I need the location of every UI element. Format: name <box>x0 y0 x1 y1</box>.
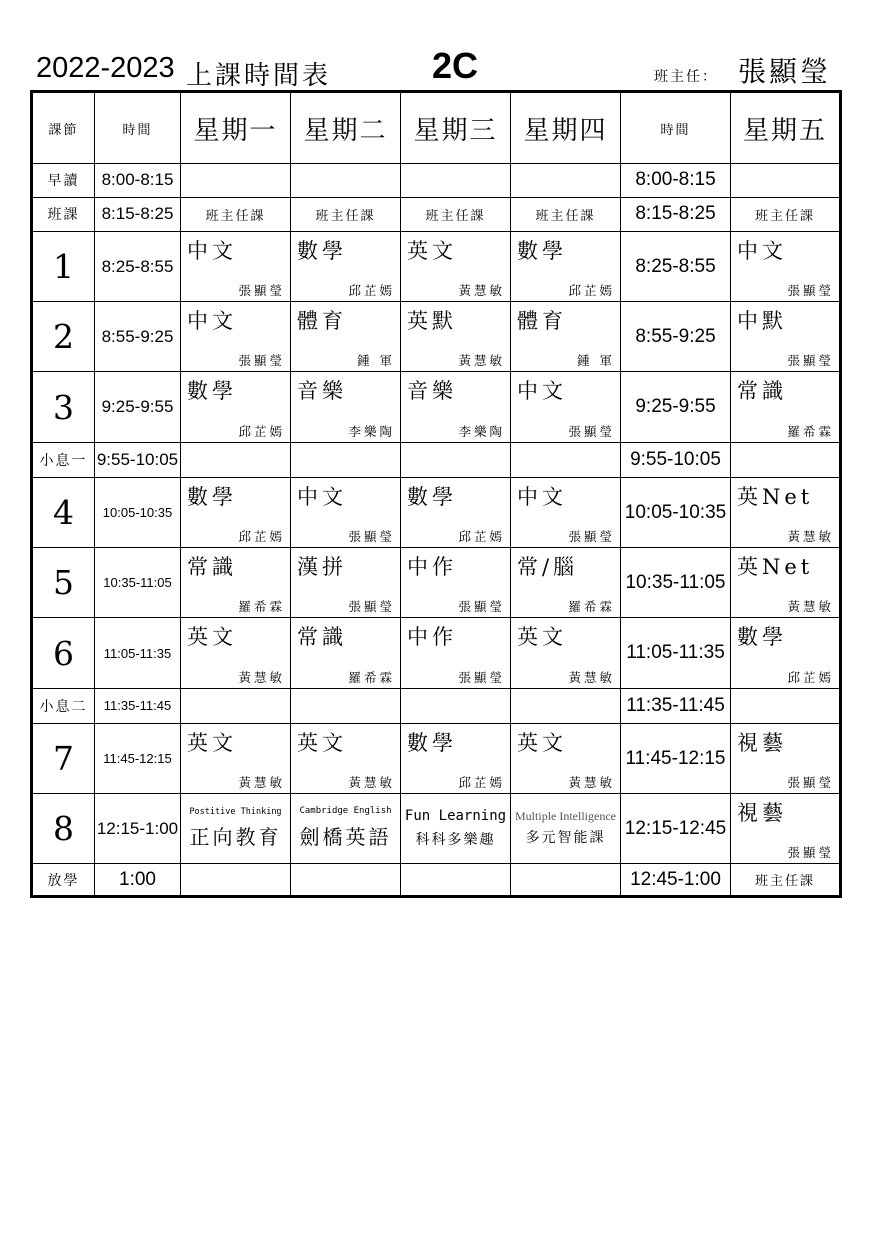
class-teacher-session: 班主任課 <box>731 864 841 897</box>
lesson-cell <box>291 302 401 372</box>
timetable-row <box>32 794 841 864</box>
subject-name: 英文 <box>517 731 567 756</box>
subject-name: 中作 <box>407 625 457 650</box>
subject-name: 中文 <box>297 485 347 510</box>
subject-name: 數學 <box>407 485 457 510</box>
row-label: 早讀 <box>32 164 95 197</box>
subject-name: 英文 <box>407 239 457 264</box>
period-time: 12:15-1:00 <box>95 794 181 864</box>
class-teacher-session: 班主任課 <box>511 197 621 232</box>
teacher-name: 鍾 軍 <box>357 353 395 369</box>
teacher-name: 羅希霖 <box>787 423 834 439</box>
lesson-cell <box>291 548 401 618</box>
friday-period-time: 8:25-8:55 <box>621 232 731 302</box>
lesson-cell <box>731 232 841 302</box>
friday-period-time: 8:15-8:25 <box>621 197 731 232</box>
lesson-english-name: Multiple Intelligence <box>515 809 616 824</box>
lesson-cell <box>511 618 621 688</box>
subject-name: 視藝 <box>737 801 787 826</box>
lesson-cell <box>291 724 401 794</box>
lesson-cell <box>401 232 511 302</box>
lesson-cell <box>181 232 291 302</box>
subject-name: 數學 <box>187 379 237 404</box>
period-time: 10:05-10:35 <box>95 478 181 548</box>
subject-name: 數學 <box>737 625 787 650</box>
row-label: 班課 <box>32 197 95 232</box>
lesson-cell <box>291 232 401 302</box>
teacher-name: 黃慧敏 <box>568 669 615 685</box>
friday-period-time: 10:05-10:35 <box>621 478 731 548</box>
period-number: 8 <box>32 794 95 864</box>
period-number: 4 <box>32 478 95 548</box>
lesson-chinese-name: 正向教育 <box>189 825 282 849</box>
teacher-name: 張顯瑩 <box>348 599 395 615</box>
subject-name: 英文 <box>517 625 567 650</box>
teacher-name: 張顯瑩 <box>568 423 615 439</box>
period-number: 5 <box>32 548 95 618</box>
empty-cell <box>511 442 621 478</box>
empty-cell <box>181 864 291 897</box>
teacher-name: 張顯瑩 <box>787 845 834 861</box>
timetable-row <box>32 302 841 372</box>
subject-name: 英文 <box>187 731 237 756</box>
teacher-name: 張顯瑩 <box>787 775 834 791</box>
timetable <box>30 90 842 898</box>
lesson-cell <box>511 724 621 794</box>
empty-cell <box>401 688 511 724</box>
teacher-name: 邱芷嫣 <box>458 529 505 545</box>
empty-cell <box>291 442 401 478</box>
class-teacher-session: 班主任課 <box>181 197 291 232</box>
subject-name: 音樂 <box>407 379 457 404</box>
timetable-row <box>32 164 841 197</box>
teacher-name: 羅希霖 <box>348 669 395 685</box>
teacher-name: 黃慧敏 <box>787 599 834 615</box>
teacher-name: 張顯瑩 <box>238 353 285 369</box>
time-column-header-friday: 時間 <box>621 92 731 164</box>
friday-period-time: 12:15-12:45 <box>621 794 731 864</box>
teacher-name: 黃慧敏 <box>568 775 615 791</box>
lesson-cell <box>731 478 841 548</box>
timetable-row <box>32 372 841 442</box>
timetable-title: 上課時間表 <box>186 61 332 91</box>
class-teacher-session: 班主任課 <box>401 197 511 232</box>
lesson-chinese-name: 劍橋英語 <box>299 825 392 850</box>
subject-name: 英Net <box>737 555 814 580</box>
teacher-name: 張顯瑩 <box>348 529 395 545</box>
friday-period-time: 8:00-8:15 <box>621 164 731 197</box>
timetable-row <box>32 864 841 897</box>
subject-name: 中默 <box>737 309 787 334</box>
timetable-row <box>32 197 841 232</box>
timetable-row <box>32 618 841 688</box>
subject-name: 中作 <box>407 555 457 580</box>
lesson-cell <box>401 478 511 548</box>
lesson-cell <box>401 302 511 372</box>
friday-period-time: 10:35-11:05 <box>621 548 731 618</box>
teacher-name: 黃慧敏 <box>458 353 505 369</box>
lesson-cell <box>731 618 841 688</box>
class-teacher-session: 班主任課 <box>731 197 841 232</box>
lesson-cell <box>401 372 511 442</box>
teacher-name: 羅希霖 <box>568 599 615 615</box>
empty-cell <box>511 688 621 724</box>
empty-cell <box>731 688 841 724</box>
day-column-header: 星期二 <box>291 92 401 164</box>
teacher-name: 邱芷嫣 <box>787 669 834 685</box>
special-lesson-cell <box>181 794 291 864</box>
timetable-row <box>32 548 841 618</box>
period-number: 6 <box>32 618 95 688</box>
subject-name: 數學 <box>187 485 237 510</box>
lesson-cell <box>181 372 291 442</box>
subject-name: 漢拼 <box>297 555 347 580</box>
subject-name: 中文 <box>517 485 567 510</box>
lesson-cell <box>181 618 291 688</box>
lesson-cell <box>181 478 291 548</box>
friday-period-time: 12:45-1:00 <box>621 864 731 897</box>
timetable-row <box>32 688 841 724</box>
friday-period-time: 9:25-9:55 <box>621 372 731 442</box>
timetable-row <box>32 442 841 478</box>
teacher-name: 邱芷嫣 <box>238 423 285 439</box>
class-teacher-label: 班主任： <box>654 69 718 85</box>
empty-cell <box>731 164 841 197</box>
lesson-cell <box>511 548 621 618</box>
period-time: 8:55-9:25 <box>95 302 181 372</box>
empty-cell <box>401 164 511 197</box>
lesson-cell <box>181 302 291 372</box>
teacher-name: 羅希霖 <box>238 599 285 615</box>
period-column-header: 課節 <box>32 92 95 164</box>
teacher-name: 張顯瑩 <box>787 353 834 369</box>
teacher-name: 李樂陶 <box>458 423 505 439</box>
special-lesson-cell <box>291 794 401 864</box>
empty-cell <box>181 164 291 197</box>
teacher-name: 鍾 軍 <box>577 353 615 369</box>
lesson-cell <box>181 724 291 794</box>
subject-name: 體育 <box>297 309 347 334</box>
lesson-english-name: Postitive Thinking <box>189 806 282 817</box>
lesson-cell <box>731 548 841 618</box>
lesson-cell <box>181 548 291 618</box>
period-time: 11:45-12:15 <box>95 724 181 794</box>
teacher-name: 黃慧敏 <box>238 669 285 685</box>
lesson-cell <box>401 618 511 688</box>
period-number: 7 <box>32 724 95 794</box>
header-row <box>32 92 841 164</box>
period-time: 9:25-9:55 <box>95 372 181 442</box>
empty-cell <box>511 164 621 197</box>
empty-cell <box>731 442 841 478</box>
teacher-name: 張顯瑩 <box>458 669 505 685</box>
teacher-name: 張顯瑩 <box>568 529 615 545</box>
period-time: 10:35-11:05 <box>95 548 181 618</box>
subject-name: 數學 <box>297 239 347 264</box>
period-time: 8:00-8:15 <box>95 164 181 197</box>
empty-cell <box>401 442 511 478</box>
lesson-english-name: Cambridge English <box>299 806 392 817</box>
subject-name: 英Net <box>737 485 814 510</box>
subject-name: 常識 <box>297 625 347 650</box>
empty-cell <box>291 164 401 197</box>
teacher-name: 李樂陶 <box>348 423 395 439</box>
lesson-cell <box>511 478 621 548</box>
teacher-name: 黃慧敏 <box>348 775 395 791</box>
lesson-english-name: Fun Learning <box>404 808 507 825</box>
lesson-cell <box>511 302 621 372</box>
subject-name: 常識 <box>187 555 237 580</box>
period-time: 11:35-11:45 <box>95 688 181 724</box>
subject-name: 英文 <box>297 731 347 756</box>
school-year: 2022-2023 <box>36 52 175 84</box>
day-column-header: 星期三 <box>401 92 511 164</box>
lesson-cell <box>401 724 511 794</box>
timetable-row <box>32 478 841 548</box>
time-column-header: 時間 <box>95 92 181 164</box>
teacher-name: 黃慧敏 <box>238 775 285 791</box>
empty-cell <box>181 688 291 724</box>
lesson-cell <box>511 232 621 302</box>
teacher-name: 黃慧敏 <box>458 283 505 299</box>
period-time: 8:25-8:55 <box>95 232 181 302</box>
period-time: 1:00 <box>95 864 181 897</box>
subject-name: 中文 <box>187 239 237 264</box>
empty-cell <box>291 864 401 897</box>
day-column-header: 星期四 <box>511 92 621 164</box>
friday-period-time: 8:55-9:25 <box>621 302 731 372</box>
period-number: 3 <box>32 372 95 442</box>
subject-name: 常/腦 <box>517 555 579 580</box>
row-label: 小息二 <box>32 688 95 724</box>
period-time: 11:05-11:35 <box>95 618 181 688</box>
subject-name: 視藝 <box>737 731 787 756</box>
period-time: 8:15-8:25 <box>95 197 181 232</box>
subject-name: 中文 <box>737 239 787 264</box>
subject-name: 英文 <box>187 625 237 650</box>
lesson-cell <box>401 548 511 618</box>
lesson-cell <box>511 372 621 442</box>
lesson-cell <box>291 618 401 688</box>
special-lesson-cell <box>401 794 511 864</box>
lesson-chinese-name: 科科多樂趣 <box>415 831 496 848</box>
teacher-name: 邱芷嫣 <box>238 529 285 545</box>
day-column-header: 星期一 <box>181 92 291 164</box>
teacher-name: 張顯瑩 <box>458 599 505 615</box>
teacher-name: 邱芷嫣 <box>568 283 615 299</box>
teacher-name: 張顯瑩 <box>787 283 834 299</box>
lesson-cell <box>731 794 841 864</box>
lesson-cell <box>731 372 841 442</box>
teacher-name: 邱芷嫣 <box>348 283 395 299</box>
lesson-chinese-name: 多元智能課 <box>525 830 606 847</box>
friday-period-time: 11:45-12:15 <box>621 724 731 794</box>
lesson-cell <box>291 478 401 548</box>
class-teacher-session: 班主任課 <box>291 197 401 232</box>
lesson-cell <box>291 372 401 442</box>
row-label: 小息一 <box>32 442 95 478</box>
empty-cell <box>181 442 291 478</box>
row-label: 放學 <box>32 864 95 897</box>
timetable-row <box>32 724 841 794</box>
teacher-name: 張顯瑩 <box>238 283 285 299</box>
teacher-name: 黃慧敏 <box>787 529 834 545</box>
empty-cell <box>401 864 511 897</box>
subject-name: 英默 <box>407 309 457 334</box>
friday-period-time: 9:55-10:05 <box>621 442 731 478</box>
subject-name: 數學 <box>517 239 567 264</box>
friday-period-time: 11:35-11:45 <box>621 688 731 724</box>
lesson-cell <box>731 724 841 794</box>
class-teacher-name: 張顯瑩 <box>738 55 832 88</box>
class-name: 2C <box>432 45 479 86</box>
subject-name: 數學 <box>407 731 457 756</box>
lesson-cell <box>731 302 841 372</box>
friday-period-time: 11:05-11:35 <box>621 618 731 688</box>
subject-name: 音樂 <box>297 379 347 404</box>
subject-name: 體育 <box>517 309 567 334</box>
special-lesson-cell <box>511 794 621 864</box>
period-number: 2 <box>32 302 95 372</box>
period-time: 9:55-10:05 <box>95 442 181 478</box>
timetable-row <box>32 232 841 302</box>
teacher-name: 邱芷嫣 <box>458 775 505 791</box>
day-column-header: 星期五 <box>731 92 841 164</box>
subject-name: 中文 <box>517 379 567 404</box>
subject-name: 常識 <box>737 379 787 404</box>
subject-name: 中文 <box>187 309 237 334</box>
empty-cell <box>511 864 621 897</box>
empty-cell <box>291 688 401 724</box>
period-number: 1 <box>32 232 95 302</box>
